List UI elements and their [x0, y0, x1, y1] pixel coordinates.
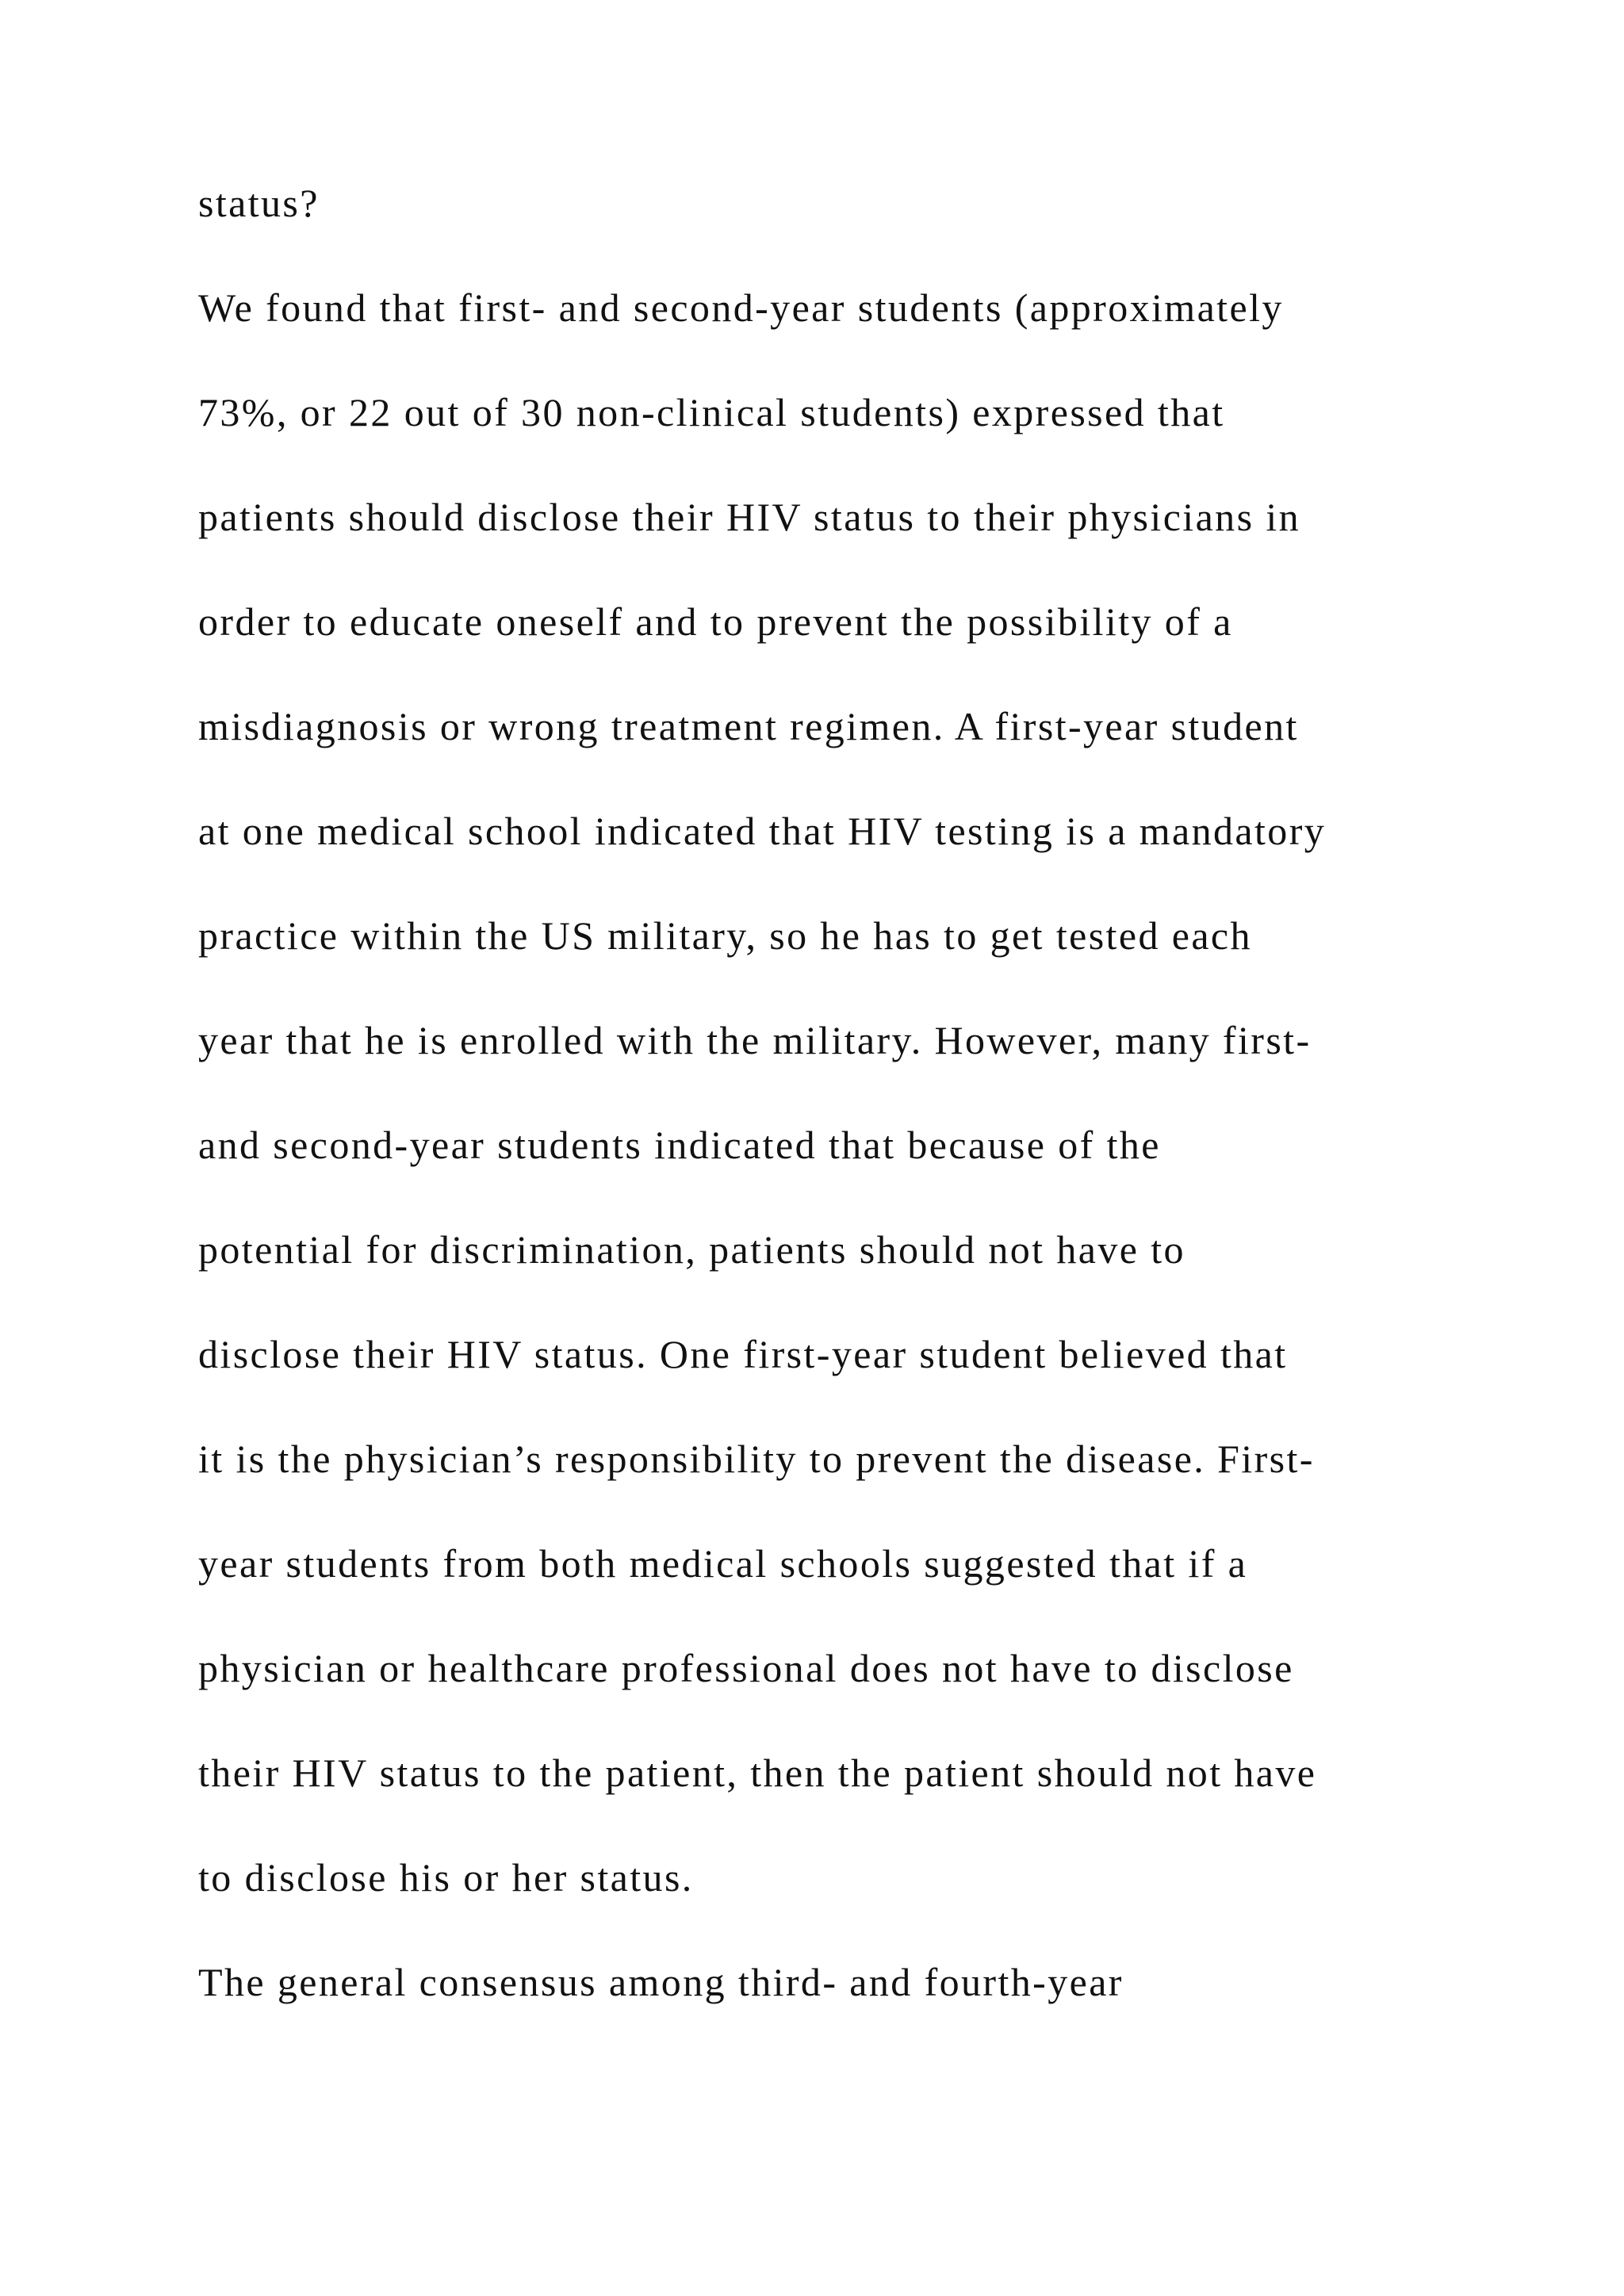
- text-line: misdiagnosis or wrong treatment regimen. A first-year student: [198, 704, 1299, 748]
- text-line: it is the physician’s responsibility to prevent the disease. First-: [198, 1437, 1315, 1481]
- text-line: patients should disclose their HIV status to their physicians in: [198, 495, 1301, 539]
- text-line: year that he is enrolled with the military. However, many first-: [198, 1018, 1312, 1062]
- text-line: year students from both medical schools suggested that if a: [198, 1541, 1248, 1586]
- text-line: We found that first- and second-year students (approximately: [198, 285, 1284, 330]
- text-line: at one medical school indicated that HIV testing is a mandatory: [198, 809, 1327, 853]
- text-line: physician or healthcare professional does not have to disclose: [198, 1646, 1294, 1690]
- text-line: to disclose his or her status.: [198, 1855, 694, 1900]
- text-line: disclose their HIV status. One first-year student believed that: [198, 1332, 1288, 1376]
- text-line: and second-year students indicated that because of the: [198, 1123, 1161, 1167]
- text-line: The general consensus among third- and fourth-year: [198, 1960, 1124, 2004]
- text-line: potential for discrimination, patients should not have to: [198, 1227, 1185, 1272]
- text-line: practice within the US military, so he has to get tested each: [198, 913, 1252, 958]
- text-line: 73%, or 22 out of 30 non-clinical students) expressed that: [198, 390, 1225, 434]
- text-line: their HIV status to the patient, then the patient should not have: [198, 1751, 1317, 1795]
- text-line: order to educate oneself and to prevent the possibility of a: [198, 599, 1233, 644]
- body-text: [198, 151, 1499, 2034]
- text-line: status?: [198, 181, 320, 225]
